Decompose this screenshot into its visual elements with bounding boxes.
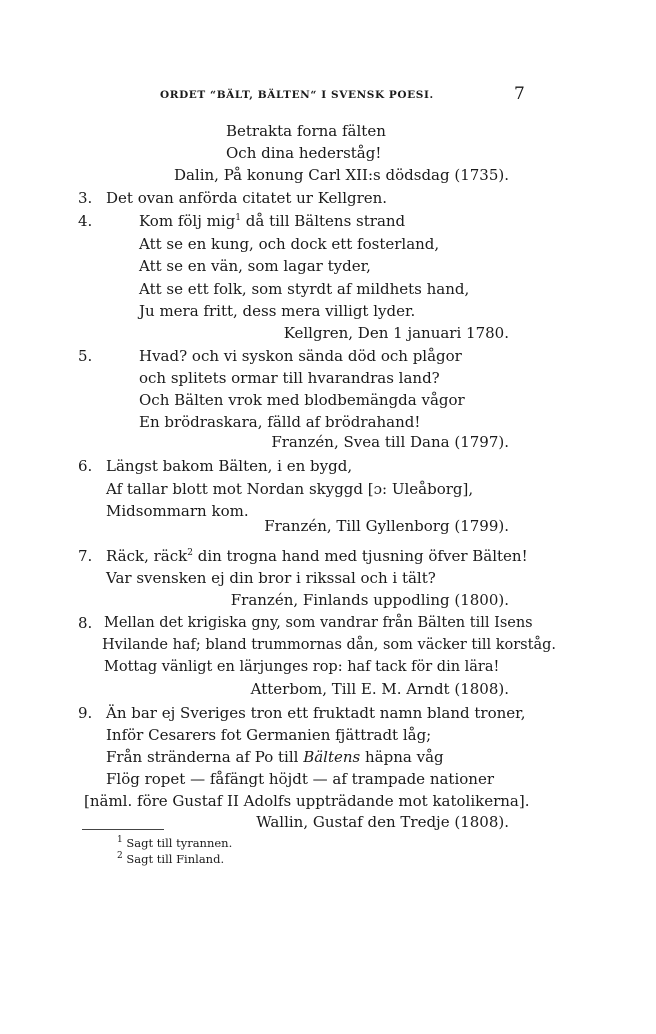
footnote — [117, 852, 224, 867]
poem-line — [139, 211, 405, 231]
attribution: Dalin, På konung Carl XII:s dödsdag (1735). — [173, 166, 509, 184]
line-text: då till Bältens strand — [240, 212, 406, 230]
poem-line: Att se en kung, och dock ett fosterland, — [139, 235, 440, 253]
poem-line: Ju mera fritt, dess mera villigt lyder. — [139, 302, 416, 320]
poem-line: Inför Cesarers fot Germanien fjättradt låg; — [106, 726, 432, 744]
poem-line: Flög ropet — fåfängt höjdt — af trampade nationer — [106, 770, 494, 788]
footnote-text: Sagt till Finland. — [126, 852, 225, 866]
attribution: Kellgren, Den 1 januari 1780. — [283, 324, 509, 342]
attribution: Atterbom, Till E. M. Arndt (1808). — [250, 680, 509, 698]
entry-text: Det ovan anförda citatet ur Kellgren. — [106, 189, 388, 207]
page-number: 7 — [514, 84, 525, 104]
poem-line: Och dina hederståg! — [226, 144, 382, 162]
running-header: ORDET “BÄLT, BÄLTEN“ I SVENSK POESI. — [160, 89, 434, 101]
poem-line: och splitets ormar till hvarandras land? — [139, 369, 440, 387]
footnote-mark: 1 — [117, 835, 123, 846]
footnote-text: Sagt till tyrannen. — [126, 836, 233, 850]
poem-line: Längst bakom Bälten, i en bygd, — [106, 457, 353, 475]
entry-number: 5. — [78, 347, 93, 365]
footnote-marker: 1 — [235, 213, 241, 223]
poem-line: [näml. före Gustaf II Adolfs uppträdande mot katolikerna]. — [84, 792, 530, 810]
footnote-marker: 2 — [187, 548, 193, 558]
entry-number: 7. — [78, 547, 93, 565]
poem-line: Betrakta forna fälten — [226, 122, 386, 140]
line-text: Kom följ mig — [139, 212, 236, 230]
poem-line: Och Bälten vrok med blodbemängda vågor — [139, 391, 465, 409]
attribution: Franzén, Till Gyllenborg (1799). — [264, 517, 509, 535]
entry-number: 6. — [78, 457, 93, 475]
line-text: Räck, räck — [106, 547, 188, 565]
entry-number: 3. — [78, 189, 93, 207]
poem-line — [106, 546, 528, 566]
poem-line: Att se en vän, som lagar tyder, — [139, 257, 371, 275]
italic-word: Bältens — [303, 748, 361, 766]
poem-line: Midsommarn kom. — [106, 502, 249, 520]
attribution: Franzén, Svea till Dana (1797). — [271, 433, 509, 451]
footnote-divider — [82, 829, 164, 830]
poem-line: Att se ett folk, som styrdt af mildhets hand, — [139, 280, 470, 298]
footnote-mark: 2 — [117, 851, 123, 862]
poem-line: Hvad? och vi syskon sända död och plågor — [139, 347, 462, 365]
footnote — [117, 836, 232, 851]
attribution: Wallin, Gustaf den Tredje (1808). — [256, 813, 509, 831]
poem-line: Af tallar blott mot Nordan skyggd [ɔ: Uleåborg], — [106, 480, 474, 498]
line-text: din trogna hand med tjusning öfver Bälten! — [192, 547, 528, 565]
entry-number: 4. — [78, 212, 93, 230]
poem-line: Hvilande haf; bland trummornas dån, som väcker till korståg. — [102, 637, 556, 653]
poem-line: Än bar ej Sveriges tron ett fruktadt namn bland troner, — [106, 704, 526, 722]
poem-line: Var svensken ej din bror i rikssal och i tält? — [106, 569, 436, 587]
poem-line: Mellan det krigiska gny, som vandrar från Bälten till Isens — [104, 615, 533, 631]
attribution: Franzén, Finlands uppodling (1800). — [230, 591, 509, 609]
line-text: Från stränderna af Po till — [106, 748, 304, 766]
line-text: häpna våg — [360, 748, 444, 766]
poem-line: Mottag vänligt en lärjunges rop: haf tack för din lära! — [104, 659, 500, 675]
poem-line: En brödraskara, fälld af brödrahand! — [139, 413, 421, 431]
entry-number: 8. — [78, 614, 93, 632]
entry-number: 9. — [78, 704, 93, 722]
poem-line — [106, 747, 444, 767]
